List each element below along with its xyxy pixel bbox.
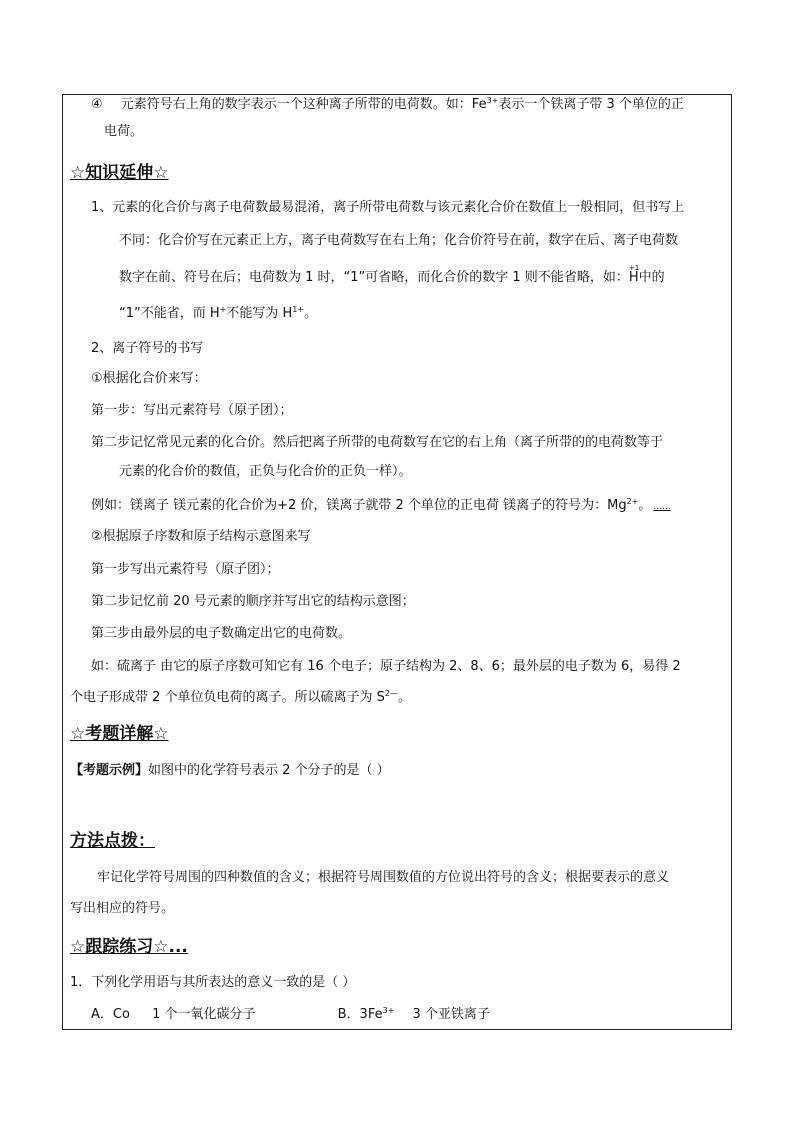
extension-line-4: [119, 306, 317, 322]
extension-line-3-end: 中的: [638, 270, 665, 285]
extension-line-2: 不同：化合价写在元素正上方，离子电荷数写在右上角；化合价符号在前，数字在后、离子电荷数: [119, 233, 679, 248]
sulfur-example-line-2: [70, 690, 411, 706]
question-1-options: [91, 1007, 490, 1023]
sulfur-example-text: 个电子形成带 2 个单位负电荷的离子。所以硫离子为 S: [70, 690, 385, 705]
method-2-step-1: 第一步写出元素符号（原子团）；: [91, 562, 280, 577]
point-4-line-1: [91, 97, 684, 113]
extension-line-4-text-a: “1”不能省，而 H: [119, 306, 220, 321]
valence-h-symbol: [628, 264, 640, 286]
h-ion-charge: +: [219, 305, 227, 314]
extension-line-4-end: 。: [304, 306, 318, 321]
point-4-number: ④: [91, 97, 103, 112]
option-b-text: 3 个亚铁离子: [412, 1007, 490, 1022]
option-a-text: 1 个一氧化碳分子: [152, 1007, 256, 1022]
exam-question-text: 如图中的化学符号表示 2 个分子的是（ ）: [148, 763, 390, 778]
magnesium-example-end: 。: [638, 498, 652, 513]
method-1-step-1: 第一步：写出元素符号（原子团）；: [91, 403, 293, 418]
method-tip-line-1: 牢记化学符号周围的四种数值的含义；根据符号周围数值的方位说出符号的含义；根据要表示的意义: [97, 870, 670, 885]
magnesium-example-tail: ......: [653, 502, 671, 512]
magnesium-charge: 2+: [626, 497, 639, 506]
section-heading-method: 方法点拨：: [70, 831, 155, 851]
extension-line-3: [119, 264, 665, 286]
point-4-line-2: 电荷。: [104, 124, 144, 139]
extension-line-4-text-b: 不能写为 H: [226, 306, 293, 321]
sulfur-example-line-1: 如：硫离子 由它的原子序数可知它有 16 个电子；原子结构为 2、8、6；最外层的电子数为 6，易得 2: [91, 659, 681, 674]
method-1-step-2-line-1: 第二步记忆常见元素的化合价。然后把离子所带的电荷数写在它的右上角（离子所带的的电荷数等于: [91, 435, 664, 450]
ion-symbol-title: 2、离子符号的书写: [91, 341, 204, 356]
method-2-title: ②根据原子序数和原子结构示意图来写: [91, 529, 311, 544]
exam-tag: 【考题示例】: [70, 763, 149, 778]
option-b-charge: 3+: [382, 1006, 395, 1015]
exam-question: [70, 763, 390, 779]
option-a-label: A．Co: [91, 1007, 130, 1022]
section-heading-exam: ☆考题详解☆: [70, 724, 169, 744]
practice-heading-text: ☆跟踪练习☆: [70, 937, 169, 957]
valence-value: +1: [628, 264, 640, 272]
method-2-step-2: 第二步记忆前 20 号元素的顺序并写出它的结构示意图；: [91, 594, 415, 609]
magnesium-example-text: 例如：镁离子 镁元素的化合价为+2 价，镁离子就带 2 个单位的正电荷 镁离子的符号为：Mg: [91, 498, 627, 513]
option-b-label: B．3Fe: [337, 1007, 383, 1022]
method-tip-line-2: 写出相应的符号。: [70, 901, 175, 916]
h-ion-wrong-charge: 1+: [292, 305, 305, 314]
extension-line-1: 1、元素的化合价与离子电荷数最易混淆，离子所带电荷数与该元素化合价在数值上一般相同，但书写上: [91, 200, 685, 215]
sulfur-charge: 2—: [384, 689, 399, 698]
method-2-step-3: 第三步由最外层的电子数确定出它的电荷数。: [91, 626, 352, 641]
method-1-step-2-line-2: 元素的化合价的数值，正负与化合价的正负一样）。: [119, 464, 412, 479]
practice-heading-dots: ...: [168, 937, 188, 957]
section-heading-extension: ☆知识延伸☆: [70, 163, 169, 183]
question-1: 1．下列化学用语与其所表达的意义一致的是（ ）: [70, 975, 356, 990]
method-1-title: ①根据化合价来写：: [91, 371, 207, 386]
point-4-text-b: 表示一个铁离子带 3 个单位的正: [498, 97, 684, 112]
extension-line-3-text: 数字在前、符号在后；电荷数为 1 时，“1”可省略，而化合价的数字 1 则不能省略，如：: [119, 270, 629, 285]
sulfur-example-end: 。: [398, 690, 412, 705]
valence-element: H: [628, 270, 639, 285]
magnesium-example: [91, 498, 671, 515]
point-4-text-a: 元素符号右上角的数字表示一个这种离子所带的电荷数。如：Fe: [120, 97, 487, 112]
point-4-superscript: 3+: [486, 96, 499, 105]
section-heading-practice: [70, 937, 188, 957]
